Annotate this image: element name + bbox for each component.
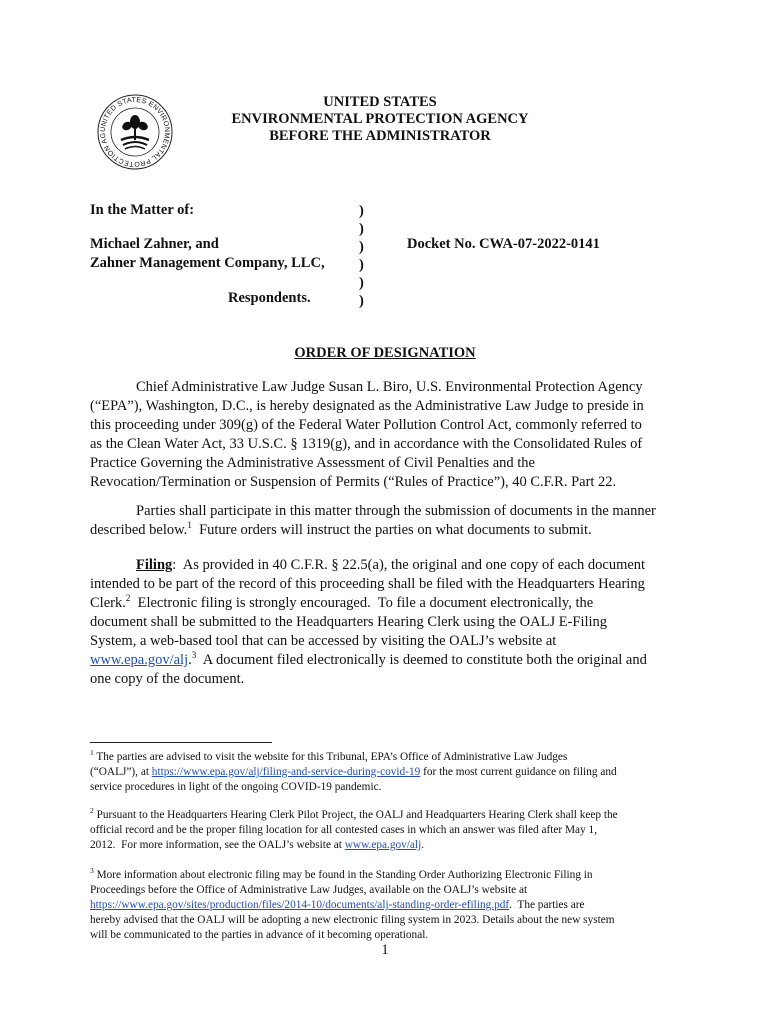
text-line: Practice Governing the Administrative Assessment of Civil Penalties and the <box>90 455 535 471</box>
paren: ) <box>359 275 364 291</box>
caption-parentheses <box>359 202 364 310</box>
text-line: as the Clean Water Act, 33 U.S.C. § 1319(g), and in accordance with the Consolidated Rules of <box>90 436 643 452</box>
paragraph-participation <box>90 502 680 540</box>
text-line: intended to be part of the record of this proceeding shall be filed with the Headquarters Hearing <box>90 576 645 592</box>
page-number: 1 <box>381 942 389 958</box>
respondents-label: Respondents. <box>228 290 311 306</box>
header-line-1: UNITED STATES <box>323 94 437 110</box>
paragraph-filing <box>90 556 680 689</box>
text-line: Clerk.$^2$ Electronic filing is strongly encouraged. To file a document electronically, the <box>90 593 594 611</box>
respondent-2: Zahner Management Company, LLC, <box>90 255 325 271</box>
agency-header <box>180 94 580 145</box>
svg-text:UNITED STATES ENVIRONMENTAL PR: UNITED STATES ENVIRONMENTAL PROTECTION AG <box>99 96 171 168</box>
footnote-2: $^2$ Pursuant to the Headquarters Hearing Clerk Pilot Project, the OALJ and Headquarters Hearing Clerk shall keep the official record and be the proper filing location for all contested cases in which an answer was filed after May 1, 2012. For more information, see the OALJ’s website at www.epa.gov/alj. <box>90 806 618 851</box>
text-line: this proceeding under 309(g) of the Federal Water Pollution Control Act, commonly referred to <box>90 417 642 433</box>
header-line-2: ENVIRONMENTAL PROTECTION AGENCY <box>231 111 529 127</box>
paren: ) <box>359 239 364 255</box>
standing-order-link[interactable]: https://www.epa.gov/sites/production/files/2014-10/documents/alj-standing-order-efiling.pdf <box>90 899 510 911</box>
epa-seal-logo <box>95 92 175 172</box>
footnote-number: 3 <box>90 866 94 876</box>
matter-label: In the Matter of: <box>90 202 195 218</box>
text-line: www.epa.gov/alj.$^3$ A document filed electronically is deemed to constitute both the original and <box>90 650 647 668</box>
text-line: Filing: As provided in 40 C.F.R. § 22.5(a), the original and one copy of each document <box>136 557 646 573</box>
alj-website-link[interactable]: www.epa.gov/alj <box>90 652 189 668</box>
covid-filing-link[interactable]: https://www.epa.gov/alj/filing-and-service-during-covid-19 <box>151 766 421 778</box>
text-line: Revocation/Termination or Suspension of Permits (“Rules of Practice”), 40 C.F.R. Part 22. <box>90 474 617 490</box>
footnote-separator <box>90 742 272 743</box>
text-line: Parties shall participate in this matter through the submission of documents in the manner <box>136 503 656 519</box>
text-line: (“EPA”), Washington, D.C., is hereby designated as the Administrative Law Judge to preside in <box>90 398 644 414</box>
footnote-3: $^3$ More information about electronic filing may be found in the Standing Order Authorizing Electronic Filing in Proceedings before the Office of Administrative Law Judges, available on the OALJ’s website at https://www.epa.gov/sites/production/files/2014-10/documents/alj-standing-order-efiling.pdf. The parties are hereby advised that the OALJ will be adopting a new electronic filing system in 2023. Details about the new system will be communicated to the parties in advance of it becoming operational. <box>90 866 615 941</box>
text-line: one copy of the document. <box>90 671 245 687</box>
paragraph-designation <box>90 378 680 492</box>
text-line: Chief Administrative Law Judge Susan L. Biro, U.S. Environmental Protection Agency <box>136 379 643 395</box>
paren: ) <box>359 293 364 309</box>
docket-number: Docket No. CWA-07-2022-0141 <box>407 236 600 252</box>
order-title: ORDER OF DESIGNATION <box>294 345 476 361</box>
text-line: document shall be submitted to the Headquarters Hearing Clerk using the OALJ E-Filing <box>90 614 608 630</box>
filing-heading: Filing <box>136 557 173 573</box>
paren: ) <box>359 221 364 237</box>
text-line: System, a web-based tool that can be accessed by visiting the OALJ’s website at <box>90 633 557 649</box>
text-line: described below.$^1$ Future orders will instruct the parties on what documents to submit. <box>90 520 592 538</box>
footnote-ref-2[interactable]: 2 <box>125 593 131 604</box>
footnote-ref-1[interactable]: 1 <box>187 520 192 531</box>
footnote-1: $^1$ The parties are advised to visit the website for this Tribunal, EPA’s Office of Administrative Law Judges (“OALJ”), at https://www.epa.gov/alj/filing-and-service-during-covid-19 for the most current guidance on filing and service procedures in light of the ongoing COVID-19 pandemic. <box>90 748 617 793</box>
footnote-ref-3[interactable]: 3 <box>191 650 197 661</box>
respondent-1: Michael Zahner, and <box>90 236 219 252</box>
header-line-3: BEFORE THE ADMINISTRATOR <box>269 128 491 144</box>
footnote-number: 1 <box>90 748 94 758</box>
footnote-number: 2 <box>90 806 94 816</box>
paren: ) <box>359 203 364 219</box>
paren: ) <box>359 257 364 273</box>
alj-footnote-link[interactable]: www.epa.gov/alj <box>344 839 422 851</box>
